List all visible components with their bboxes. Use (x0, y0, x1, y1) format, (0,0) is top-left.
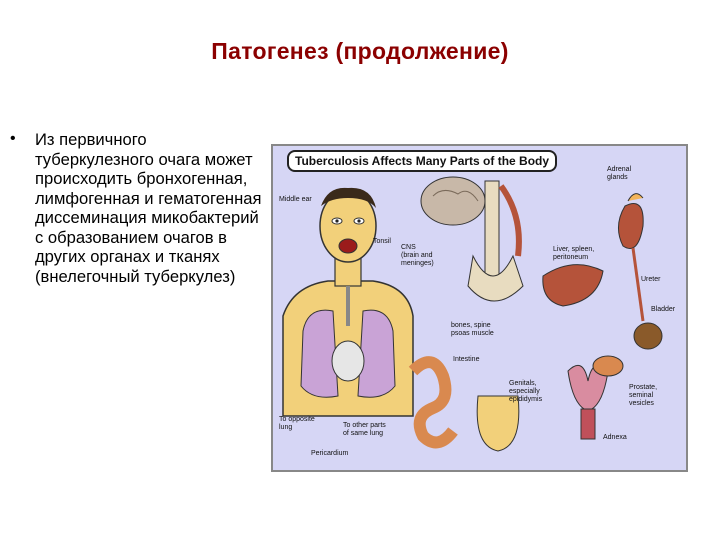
bullet-item (10, 130, 265, 286)
label-prostate: Prostate, seminal vesicles (629, 384, 658, 407)
label-middle-ear: Middle ear (279, 196, 312, 203)
bladder-shape (634, 323, 662, 349)
psoas-shape (501, 186, 519, 256)
label-intestine: Intestine (453, 356, 480, 363)
label-bones: bones, spine psoas muscle (451, 322, 494, 337)
kidney-shape (618, 204, 643, 249)
label-bladder: Bladder (651, 306, 676, 313)
bullet-text: Из первичного туберкулезного очага может происходить бронхогенная, лимфогенная и гематогенная диссеминация микобактерий с образованием очагов в других органах и тканях (внелегочный туберкулез) (35, 130, 262, 286)
label-adnexa: Adnexa (603, 434, 627, 441)
label-genitals: Genitals, especially epididymis (509, 380, 543, 403)
label-other-parts: To other parts of same lung (343, 422, 386, 437)
label-tonsil: Tonsil (373, 238, 391, 245)
intestine-shape (413, 362, 453, 442)
left-lung-shape (301, 310, 338, 397)
label-opposite-lung: To opposite lung (279, 416, 315, 431)
tuberculosis-figure (271, 144, 688, 472)
slide-title: Патогенез (продолжение) (211, 38, 509, 64)
anatomy-illustration (273, 146, 686, 470)
brain-shape (421, 177, 485, 225)
heart-shape (332, 341, 364, 381)
mouth-shape (339, 239, 357, 253)
label-cns: CNS (brain and meninges) (401, 244, 434, 267)
label-ureter: Ureter (641, 276, 661, 283)
label-adrenal: Adrenal glands (607, 166, 632, 181)
prostate-shape (593, 356, 623, 376)
genitals-shape (477, 396, 519, 451)
spine-shape (485, 181, 499, 276)
right-lung-shape (358, 310, 395, 397)
bullet-marker: • (10, 130, 16, 147)
liver-shape (543, 265, 603, 306)
ureter-shape (633, 248, 643, 321)
label-liver: Liver, spleen, peritoneum (553, 246, 595, 261)
figure-title: Tuberculosis Affects Many Parts of the Body (287, 150, 557, 172)
label-pericardium: Pericardium (311, 450, 349, 457)
